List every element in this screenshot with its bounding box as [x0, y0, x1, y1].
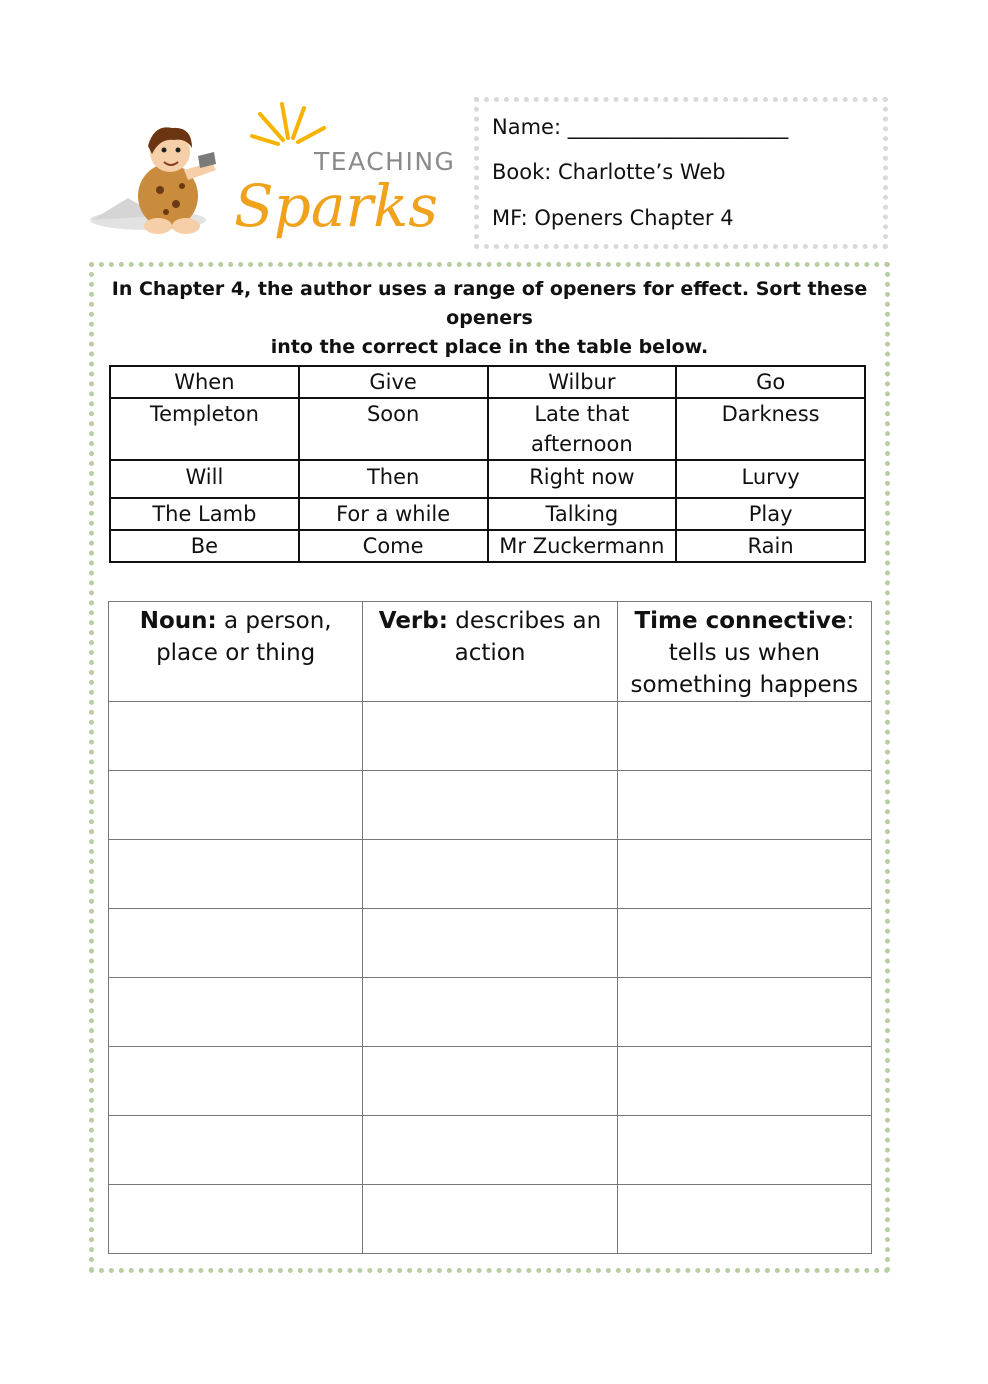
sorting-row: [109, 702, 872, 771]
sorting-row: [109, 978, 872, 1047]
word-cell: Be: [110, 530, 299, 562]
noun-desc-a: a person,: [216, 608, 332, 634]
noun-answer-cell[interactable]: [109, 702, 363, 771]
word-cell: When: [110, 366, 299, 398]
word-cell: Lurvy: [676, 460, 865, 498]
word-row: [110, 530, 865, 562]
time-desc-a: tells us when: [668, 640, 820, 666]
noun-answer-cell[interactable]: [109, 1047, 363, 1116]
name-line: [492, 115, 788, 139]
instructions-line-2: into the correct place in the table below.: [270, 336, 709, 358]
noun-answer-cell[interactable]: [109, 840, 363, 909]
time-answer-cell[interactable]: [617, 1047, 871, 1116]
word-cell: Give: [299, 366, 488, 398]
time-desc-b: something happens: [630, 672, 859, 698]
word-row: [110, 460, 865, 498]
name-label: Name:: [492, 115, 562, 139]
verb-desc-b: action: [454, 640, 526, 666]
noun-term: Noun:: [139, 608, 217, 634]
verb-answer-cell[interactable]: [363, 1185, 617, 1254]
verb-answer-cell[interactable]: [363, 840, 617, 909]
instructions: [103, 275, 876, 362]
verb-answer-cell[interactable]: [363, 1116, 617, 1185]
name-blank[interactable]: _____________________: [567, 115, 789, 139]
time-answer-cell[interactable]: [617, 1116, 871, 1185]
word-cell: Rain: [676, 530, 865, 562]
teaching-sparks-logo: [88, 98, 458, 246]
verb-answer-cell[interactable]: [363, 978, 617, 1047]
time-answer-cell[interactable]: [617, 909, 871, 978]
book-line: Book: Charlotte’s Web: [492, 160, 726, 184]
sorting-table: [108, 601, 872, 1254]
time-colon: :: [846, 608, 855, 634]
word-row: [110, 366, 865, 398]
word-cell: Go: [676, 366, 865, 398]
time-answer-cell[interactable]: [617, 771, 871, 840]
caveman-mascot-icon: [90, 127, 216, 234]
sorting-header-row: [109, 602, 872, 702]
verb-header: [363, 602, 617, 702]
openers-word-table: [109, 365, 866, 563]
word-cell: Will: [110, 460, 299, 498]
verb-answer-cell[interactable]: [363, 1047, 617, 1116]
spark-rays-icon: [252, 104, 324, 144]
time-answer-cell[interactable]: [617, 1185, 871, 1254]
sorting-row: [109, 1185, 872, 1254]
noun-answer-cell[interactable]: [109, 1185, 363, 1254]
student-info-box: [474, 97, 888, 249]
word-cell: Wilbur: [488, 366, 677, 398]
word-row: [110, 498, 865, 530]
time-answer-cell[interactable]: [617, 840, 871, 909]
sorting-row: [109, 1047, 872, 1116]
logo-teaching-text: TEACHING: [314, 147, 456, 176]
verb-term: Verb:: [378, 608, 448, 634]
word-cell: The Lamb: [110, 498, 299, 530]
word-cell: For a while: [299, 498, 488, 530]
verb-answer-cell[interactable]: [363, 909, 617, 978]
word-row: [110, 398, 865, 460]
noun-answer-cell[interactable]: [109, 771, 363, 840]
word-cell: Right now: [488, 460, 677, 498]
time-answer-cell[interactable]: [617, 702, 871, 771]
time-connective-header: [617, 602, 871, 702]
verb-answer-cell[interactable]: [363, 702, 617, 771]
sorting-row: [109, 909, 872, 978]
noun-answer-cell[interactable]: [109, 909, 363, 978]
noun-answer-cell[interactable]: [109, 978, 363, 1047]
instructions-line-1: In Chapter 4, the author uses a range of openers for effect. Sort these openers: [111, 278, 868, 329]
verb-desc-a: describes an: [447, 608, 602, 634]
word-cell: Soon: [299, 398, 488, 460]
word-cell: Come: [299, 530, 488, 562]
time-answer-cell[interactable]: [617, 978, 871, 1047]
word-cell: Then: [299, 460, 488, 498]
sorting-row: [109, 840, 872, 909]
noun-desc-b: place or thing: [156, 640, 316, 666]
verb-answer-cell[interactable]: [363, 771, 617, 840]
word-cell: Late that afternoon: [488, 398, 677, 460]
logo-sparks-text: Sparks: [234, 172, 439, 240]
word-cell: Play: [676, 498, 865, 530]
noun-header: [109, 602, 363, 702]
word-cell: Templeton: [110, 398, 299, 460]
time-term: Time connective: [634, 608, 847, 634]
sorting-row: [109, 1116, 872, 1185]
sorting-row: [109, 771, 872, 840]
mf-line: MF: Openers Chapter 4: [492, 206, 734, 230]
word-cell: Darkness: [676, 398, 865, 460]
noun-answer-cell[interactable]: [109, 1116, 363, 1185]
word-cell: Mr Zuckermann: [488, 530, 677, 562]
word-cell: Talking: [488, 498, 677, 530]
